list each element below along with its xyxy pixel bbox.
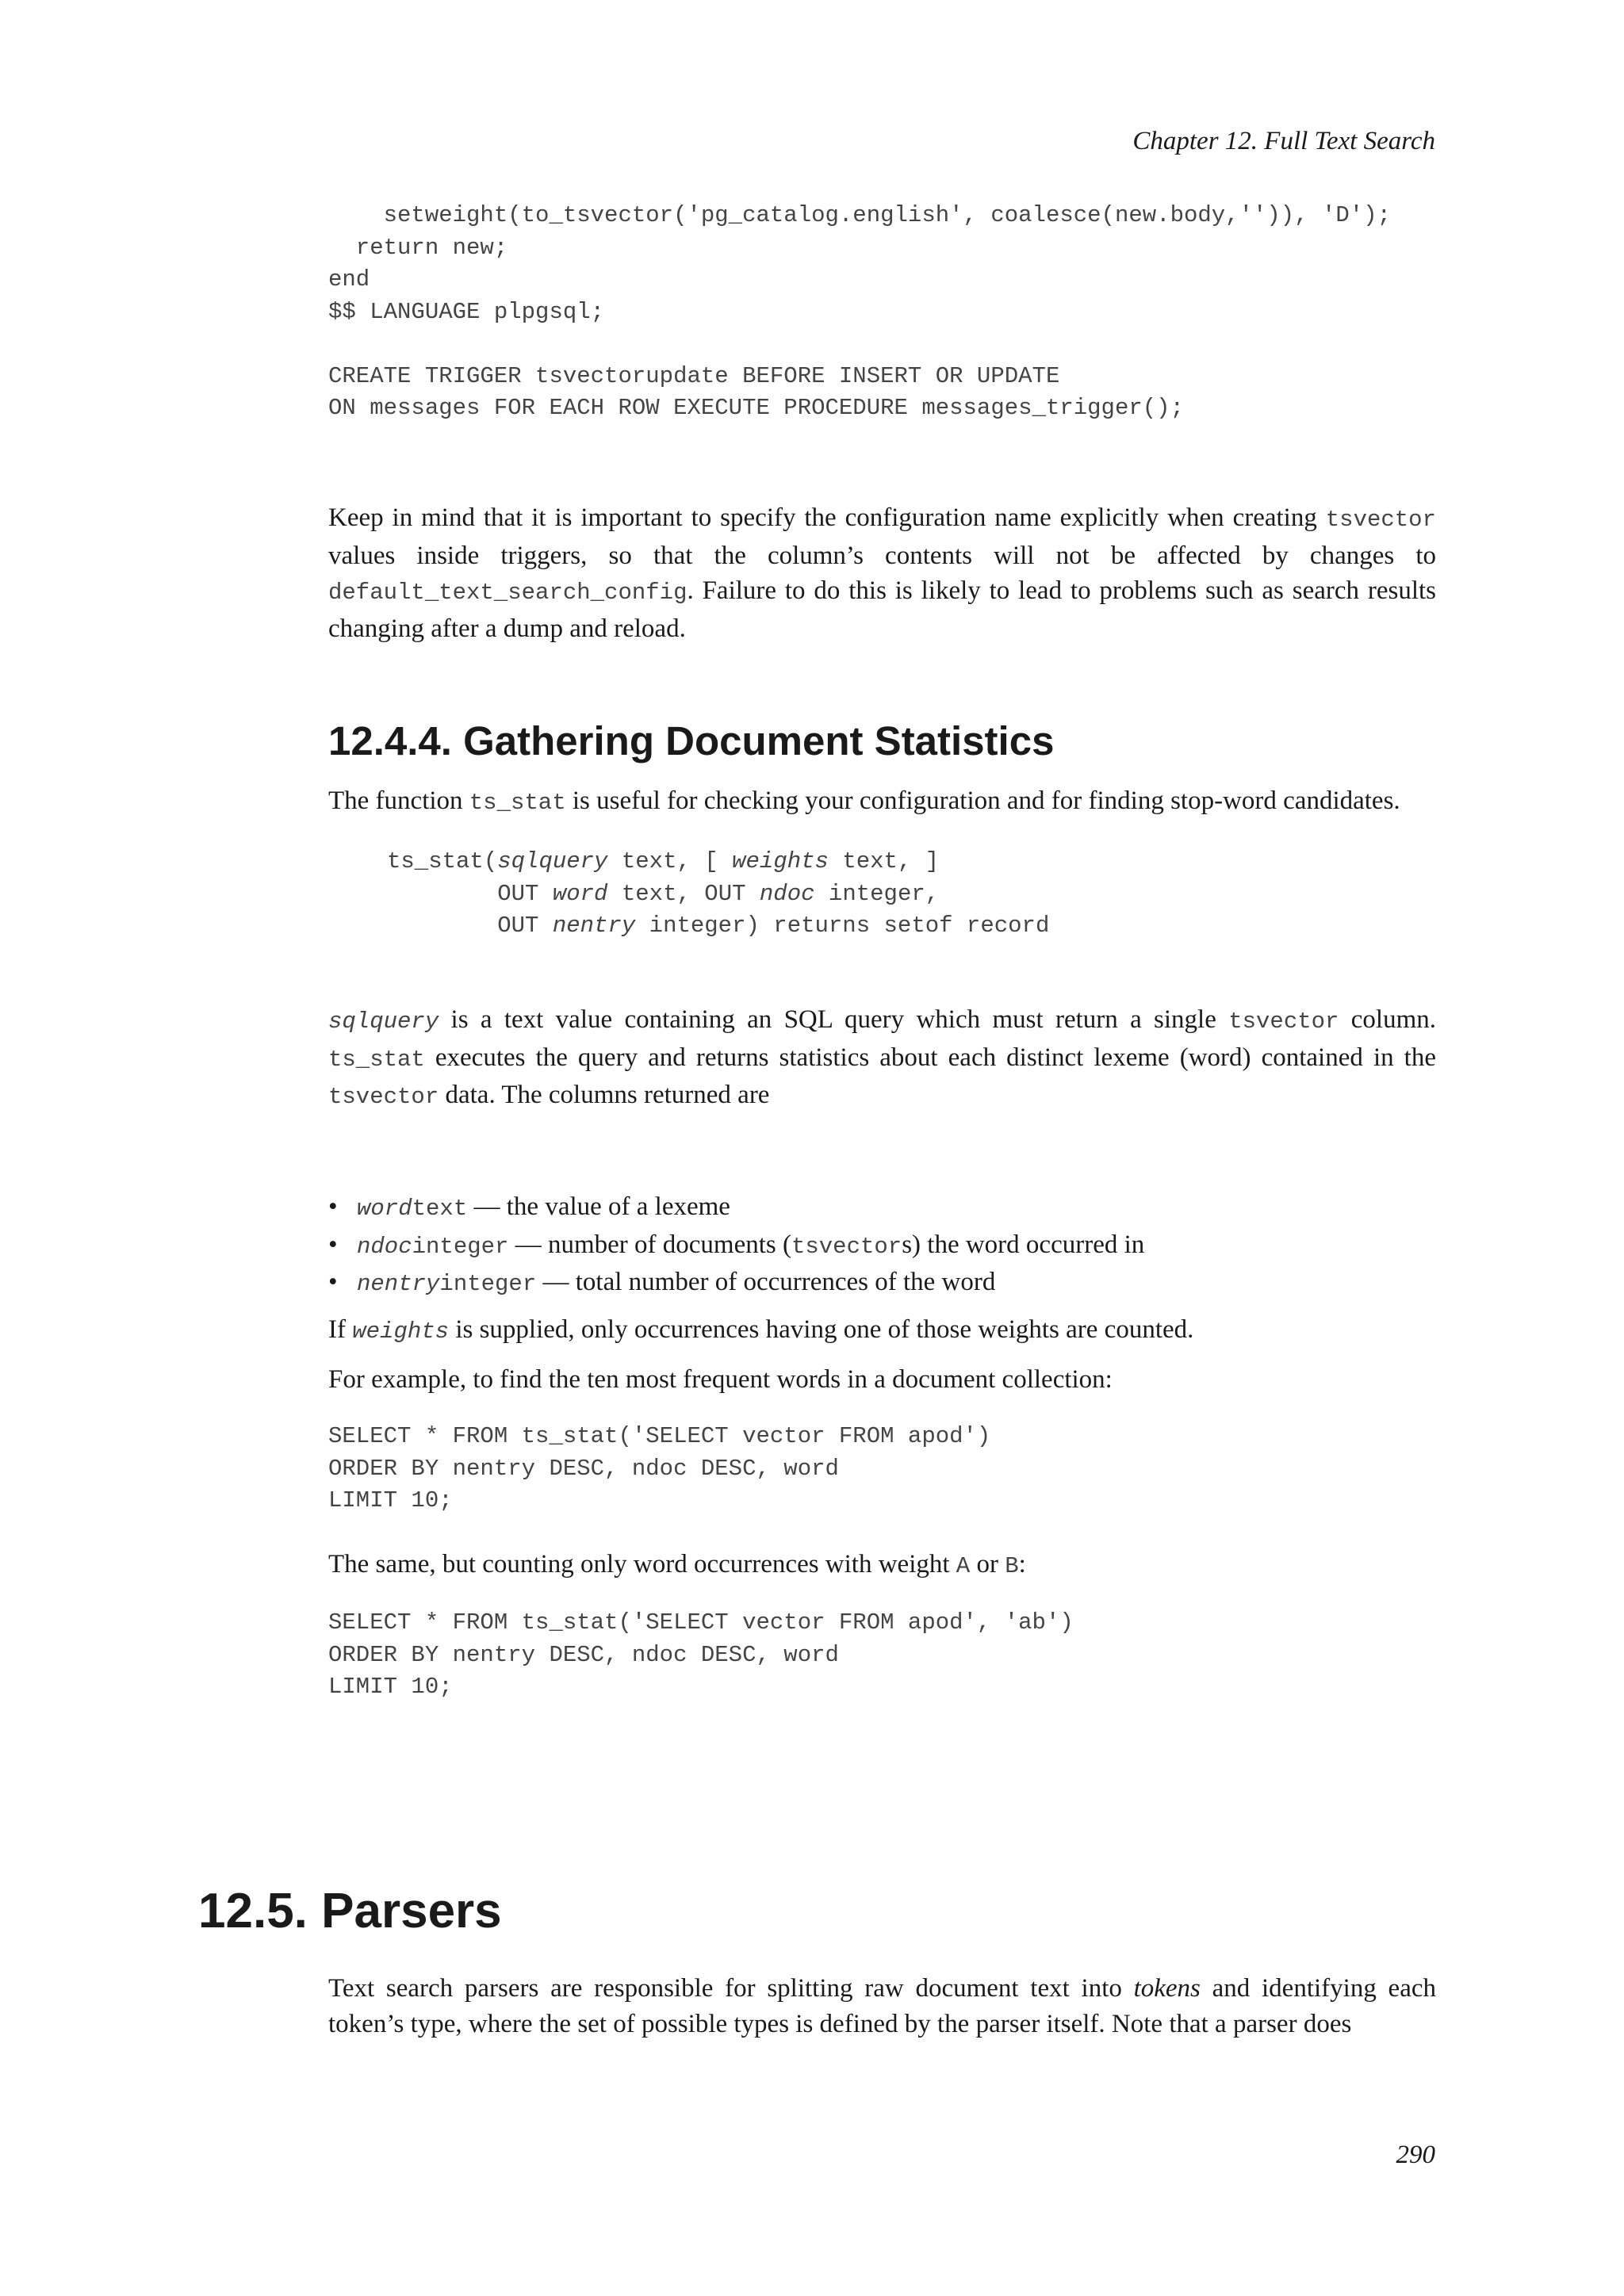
code-block-example-1 <box>328 1421 1518 1517</box>
paragraph-ts-stat-intro: The function ts_stat is useful for checking your configuration and for finding stop-word candidates. <box>328 786 1400 816</box>
inline-code: tsvector <box>1325 507 1436 533</box>
inline-code: tsvector <box>328 1084 439 1111</box>
paragraph-weights-note: If weights is supplied, only occurrences having one of those weights are counted. <box>328 1315 1194 1345</box>
page-number: 290 <box>1396 2141 1435 2169</box>
code-line: return new; <box>328 234 508 261</box>
paragraph-weight-note: The same, but counting only word occurrences with weight A or B: <box>328 1550 1026 1579</box>
code-line: ON messages FOR EACH ROW EXECUTE PROCEDURE messages_trigger(); <box>328 395 1184 421</box>
code-line: end <box>328 266 370 293</box>
inline-code: ts_stat <box>469 790 566 816</box>
inline-code: tsvector <box>1228 1008 1339 1035</box>
code-line: LIMIT 10; <box>328 1674 453 1700</box>
returned-columns-list <box>328 1189 1436 1303</box>
section-heading-12-4-4: 12.4.4. Gathering Document Statistics <box>328 718 1055 763</box>
code-line: ORDER BY nentry DESC, ndoc DESC, word <box>328 1455 839 1482</box>
inline-code: A <box>956 1553 971 1579</box>
code-line: $$ LANGUAGE plpgsql; <box>328 298 605 325</box>
inline-code: ts_stat <box>328 1046 425 1073</box>
emphasis: tokens <box>1133 1974 1201 2003</box>
list-item: • ndocinteger — number of documents (tsvectors) the word occurred in <box>328 1227 1436 1265</box>
code-block-example-2 <box>328 1607 1518 1704</box>
code-line: ORDER BY nentry DESC, ndoc DESC, word <box>328 1641 839 1668</box>
code-line: setweight(to_tsvector('pg_catalog.english', coalesce(new.body,'')), 'D'); <box>328 202 1392 228</box>
list-item: • wordtext — the value of a lexeme <box>328 1189 1436 1227</box>
inline-code: sqlquery <box>328 1008 439 1035</box>
code-line: SELECT * FROM ts_stat('SELECT vector FROM apod') <box>328 1423 991 1449</box>
paragraph-sqlquery-desc: sqlquery is a text value containing an SQL query which must return a single tsvector column. ts_stat executes the query and returns statistics about each distinct lexeme (word) contained in the tsvector data. The columns returned are <box>328 1005 1436 1111</box>
inline-code: default_text_search_config <box>328 580 688 607</box>
function-synopsis: ts_stat(sqlquery text, [ weights text, ] OUT word text, OUT ndoc integer, OUT nentry integer) returns setof record <box>387 848 1050 939</box>
paragraph-example-intro: For example, to find the ten most frequent words in a document collection: <box>328 1365 1113 1394</box>
list-item: • nentryinteger — total number of occurrences of the word <box>328 1265 1436 1303</box>
code-block-trigger <box>328 200 1518 425</box>
inline-code: weights <box>352 1318 450 1345</box>
section-heading-12-5: 12.5. Parsers <box>198 1884 502 1938</box>
paragraph-keep-in-mind: Keep in mind that it is important to specify the configuration name explicitly when creating tsvector values inside triggers, so that the column’s contents will not be affected by changes to default_text_search_config. Failure to do this is likely to lead to problems such as search results changing after a dump and reload. <box>328 503 1436 643</box>
code-line: SELECT * FROM ts_stat('SELECT vector FROM apod', 'ab') <box>328 1609 1074 1636</box>
code-line: CREATE TRIGGER tsvectorupdate BEFORE INSERT OR UPDATE <box>328 362 1060 389</box>
running-title: Chapter 12. Full Text Search <box>1132 127 1435 155</box>
inline-code: B <box>1005 1553 1019 1579</box>
paragraph-parsers-intro: Text search parsers are responsible for splitting raw document text into tokens and identifying each token’s type, where the set of possible types is defined by the parser itself. Note that a parser does <box>328 1974 1436 2038</box>
code-line: LIMIT 10; <box>328 1487 453 1513</box>
